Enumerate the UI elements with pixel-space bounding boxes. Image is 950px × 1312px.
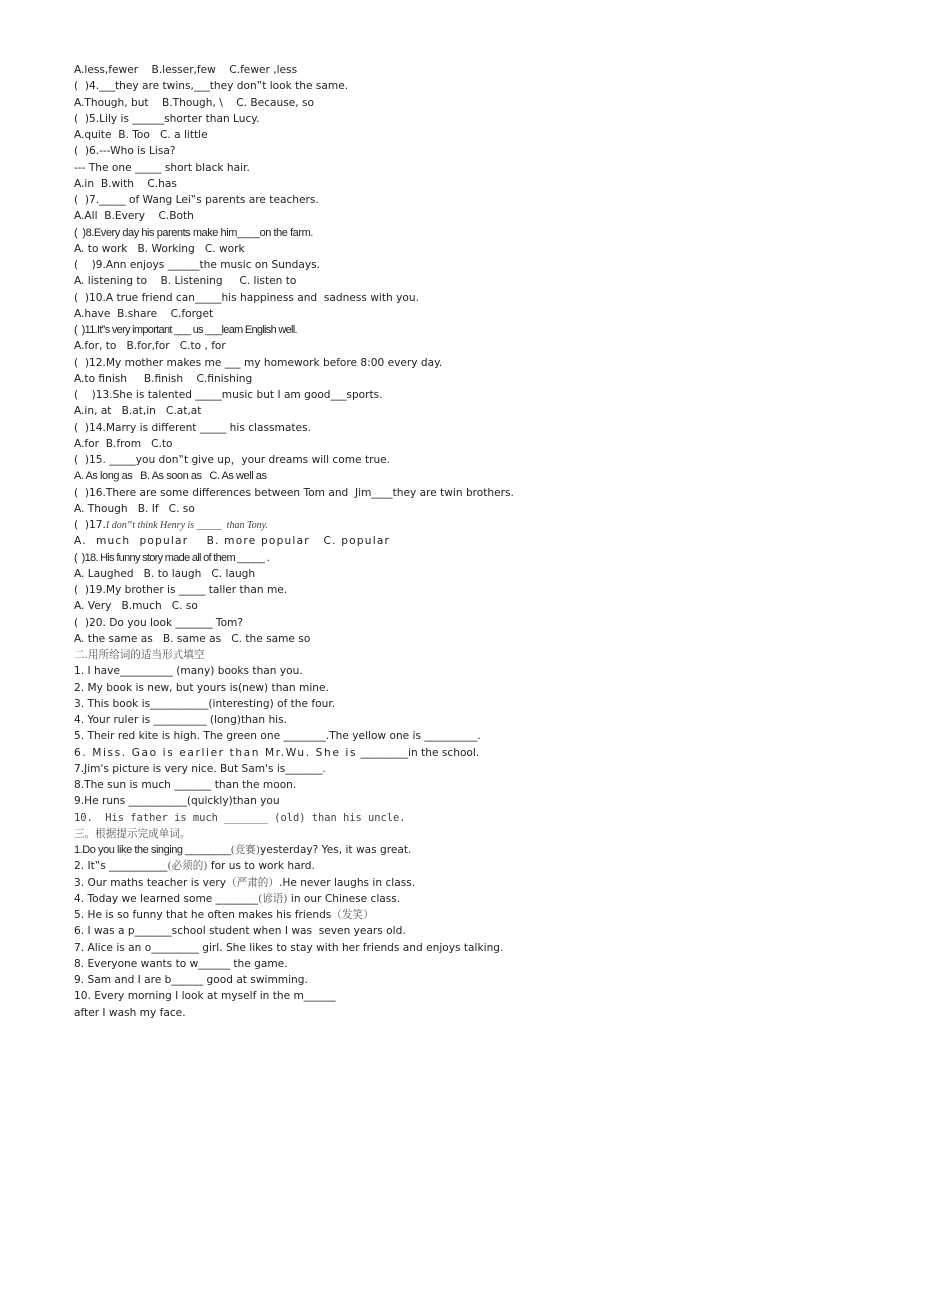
p2-q6-tail: _________in the school.: [357, 746, 480, 759]
q10-options: A.have B.share C.forget: [74, 307, 214, 320]
q12-options: A.to finish B.finish C.finishing: [74, 372, 253, 385]
p2-q9: 9.He runs ___________(quickly)than you: [74, 795, 280, 808]
p3-q1: [74, 842, 934, 858]
q17-number: ( )17.: [74, 519, 106, 531]
section-3-heading: 三。根据提示完成单词。: [74, 827, 191, 840]
q5-question: ( )5.Lily is ______shorter than Lucy.: [74, 112, 260, 125]
q20-options: A. the same as B. same as C. the same so: [74, 632, 311, 645]
q19-question: ( )19.My brother is _____ taller than me.: [74, 584, 288, 596]
q6-question-line2: --- The one _____ short black hair.: [74, 161, 250, 174]
p3-q1-pre: 1.Do you like the singing ________: [74, 844, 231, 856]
p3-q5: [74, 907, 934, 923]
p3-q2-hint: (必须的): [167, 860, 208, 873]
q17-question: [74, 517, 934, 533]
q10-question: ( )10.A true friend can_____his happiness and sadness with you.: [74, 291, 419, 304]
q20-question: ( )20. Do you look _______ Tom?: [74, 616, 244, 629]
word-completion-section: [74, 826, 934, 1021]
p3-q1-hint: (竞赛): [230, 844, 261, 856]
q13-question: ( )13.She is talented _____music but I am good___sports.: [74, 389, 383, 401]
p3-q10-line2: after I wash my face.: [74, 1006, 186, 1019]
p2-q6: [74, 745, 934, 761]
p3-q7: 7. Alice is an o_________ girl. She likes to stay with her friends and enjoys talking.: [74, 941, 504, 954]
p3-q3: [74, 875, 934, 891]
p2-q10: 10. His father is much _______ (old) than his uncle.: [74, 811, 406, 824]
p2-q5: 5. Their red kite is high. The green one ________.The yellow one is __________.: [74, 730, 481, 743]
q17-options: A. much popular B. more popular C. popular: [74, 535, 391, 548]
q8-options: A. to work B. Working C. work: [74, 242, 245, 255]
p3-q4-post: in our Chinese class.: [287, 892, 401, 905]
p2-q1: 1. I have__________ (many) books than you.: [74, 665, 303, 678]
p2-q8: 8.The sun is much _______ than the moon.: [74, 779, 297, 791]
p3-q3-pre: 3. Our maths teacher is very: [74, 876, 227, 889]
p2-q4: 4. Your ruler is __________ (long)than his.: [74, 714, 287, 726]
p3-q3-hint: （严肃的）: [226, 876, 279, 889]
q16-options: A. Though B. If C. so: [74, 502, 195, 515]
p3-q4-hint: (谚语): [258, 892, 288, 905]
q14-options: A.for B.from C.to: [74, 437, 173, 450]
q15-options: A. As long as B. As soon as C. As well as: [74, 470, 267, 483]
q11-options: A.for, to B.for,for C.to , for: [74, 340, 226, 353]
q5-options: A.quite B. Too C. a little: [74, 129, 208, 141]
p3-q5-hint: （发笑）: [331, 909, 374, 921]
p3-q10: 10. Every morning I look at myself in the m______: [74, 990, 336, 1003]
p3-q4: [74, 891, 934, 907]
p3-q4-pre: 4. Today we learned some ________: [74, 892, 259, 905]
q9-options: A. listening to B. Listening C. listen to: [74, 275, 297, 288]
word-form-section: [74, 647, 934, 826]
section-2-heading: 二.用所给词的适当形式填空: [74, 649, 205, 661]
worksheet-page: [74, 62, 934, 1021]
p3-q2-post: for us to work hard.: [207, 860, 315, 873]
p3-q2: [74, 858, 934, 874]
p2-q2: 2. My book is new, but yours is(new) than mine.: [74, 681, 329, 694]
p3-q9: 9. Sam and I are b______ good at swimming.: [74, 974, 308, 986]
p3-q3-post: .He never laughs in class.: [278, 876, 416, 889]
q6-options: A.in B.with C.has: [74, 177, 177, 190]
multiple-choice-section: [74, 62, 934, 647]
p2-q7: 7.Jim's picture is very nice. But Sam's is_______.: [74, 762, 326, 775]
q16-question: ( )16.There are some differences between Tom and Jim____they are twin brothers.: [74, 486, 514, 499]
p3-q8: 8. Everyone wants to w______ the game.: [74, 957, 288, 970]
q3-options: A.less,fewer B.lesser,few C.fewer ,less: [74, 64, 298, 76]
q7-question: ( )7._____ of Wang Lei‟s parents are teachers.: [74, 194, 319, 206]
q6-question: ( )6.---Who is Lisa?: [74, 145, 176, 158]
q11-question: ( )11.It‟s very important ___ us ___learn English well.: [74, 324, 297, 336]
q4-options: A.Though, but B.Though, \ C. Because, so: [74, 96, 314, 109]
p3-q6: 6. I was a p_______school student when I was seven years old.: [74, 925, 406, 938]
q17-text: I don‟t think Henry is _____ than Tony.: [105, 520, 268, 531]
p3-q5-pre: 5. He is so funny that he often makes his friends: [74, 909, 332, 921]
q8-question: ( )8.Every day his parents make him____on the farm.: [74, 226, 313, 239]
q9-question: ( )9.Ann enjoys ______the music on Sundays.: [74, 259, 321, 271]
p3-q2-pre: 2. It‟s ___________: [74, 860, 168, 873]
q7-options: A.All B.Every C.Both: [74, 210, 194, 223]
q18-question: ( )18. His funny story made all of them _____ .: [74, 551, 270, 564]
p2-q3: 3. This book is___________(interesting) of the four.: [74, 697, 336, 710]
q12-question: ( )12.My mother makes me ___ my homework before 8:00 every day.: [74, 356, 443, 369]
q19-options: A. Very B.much C. so: [74, 600, 198, 613]
p2-q6-text: 6. Miss. Gao is earlier than Mr.Wu. She is: [74, 746, 358, 759]
p3-q1-post: yesterday? Yes, it was great.: [260, 844, 412, 856]
q14-question: ( )14.Marry is different _____ his classmates.: [74, 421, 311, 434]
q18-options: A. Laughed B. to laugh C. laugh: [74, 567, 256, 580]
q4-question: ( )4.___they are twins,___they don‟t look the same.: [74, 80, 349, 93]
q15-question: ( )15. _____you don‟t give up，your dreams will come true.: [74, 454, 391, 466]
q13-options: A.in, at B.at,in C.at,at: [74, 405, 202, 418]
